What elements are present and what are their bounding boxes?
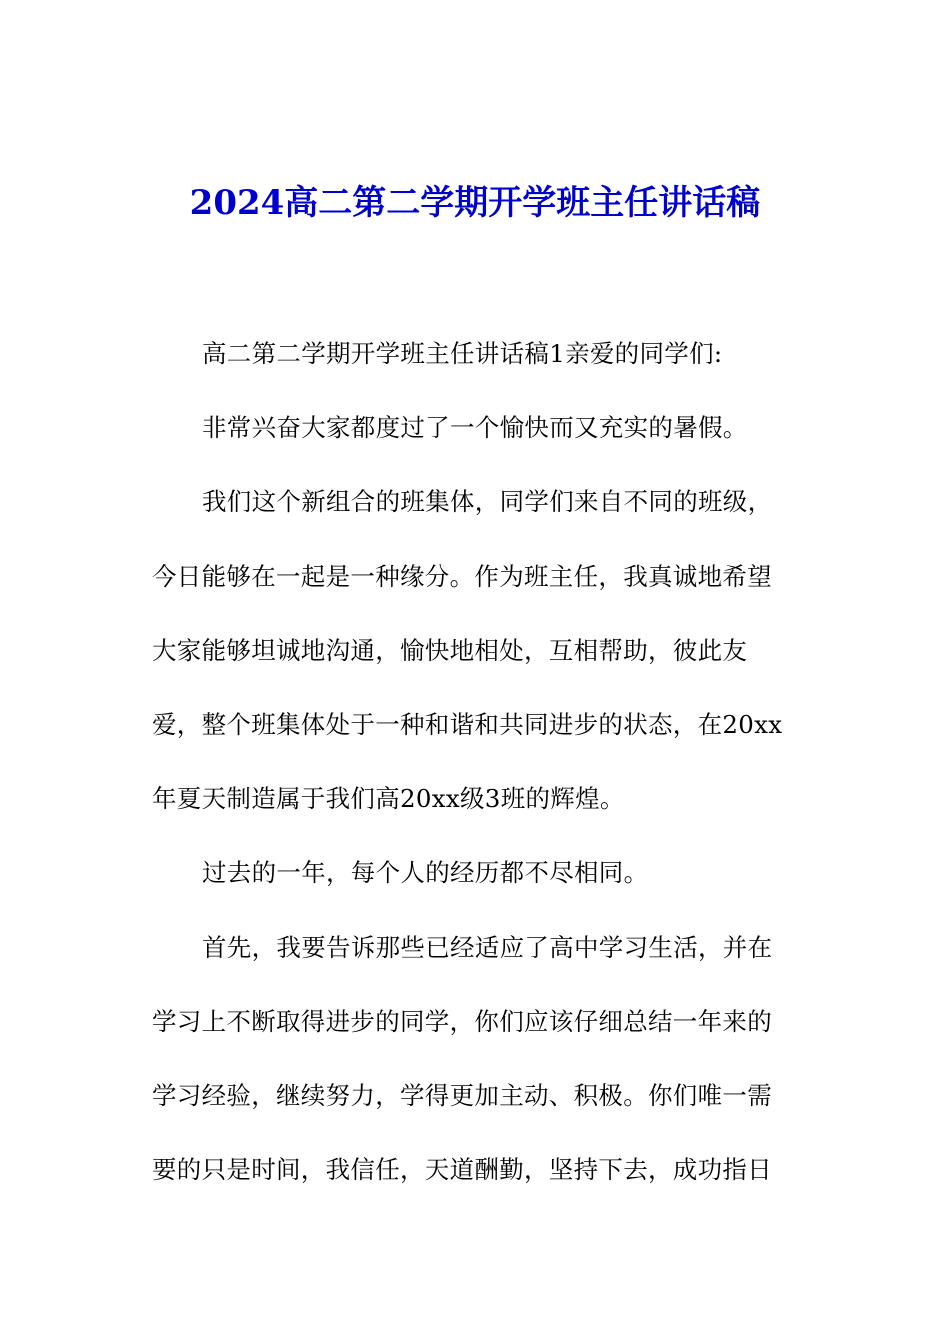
body-line: 年夏天制造属于我们高20xx级3班的辉煌。 <box>152 784 625 814</box>
body-line: 过去的一年，每个人的经历都不尽相同。 <box>202 858 649 888</box>
body-line: 首先，我要告诉那些已经适应了高中学习生活，并在 <box>202 932 773 962</box>
document-title: 2024高二第二学期开学班主任讲话稿 <box>189 183 761 223</box>
document-body <box>152 334 798 1224</box>
body-line: 爱，整个班集体处于一种和谐和共同进步的状态，在20xx <box>152 709 783 739</box>
body-line: 今日能够在一起是一种缘分。作为班主任，我真诚地希望 <box>152 561 772 591</box>
body-line: 我们这个新组合的班集体，同学们来自不同的班级， <box>202 487 773 517</box>
body-line: 高二第二学期开学班主任讲话稿1亲爱的同学们: <box>202 339 723 368</box>
body-line: 大家能够坦诚地沟通，愉快地相处，互相帮助，彼此友 <box>152 635 748 665</box>
body-line: 学习上不断取得进步的同学，你们应该仔细总结一年来的 <box>152 1006 772 1036</box>
body-line: 要的只是时间，我信任，天道酬勤，坚持下去，成功指日 <box>152 1155 772 1185</box>
body-line: 学习经验，继续努力，学得更加主动、积极。你们唯一需 <box>152 1080 772 1110</box>
body-line: 非常兴奋大家都度过了一个愉快而又充实的暑假。 <box>202 413 748 443</box>
